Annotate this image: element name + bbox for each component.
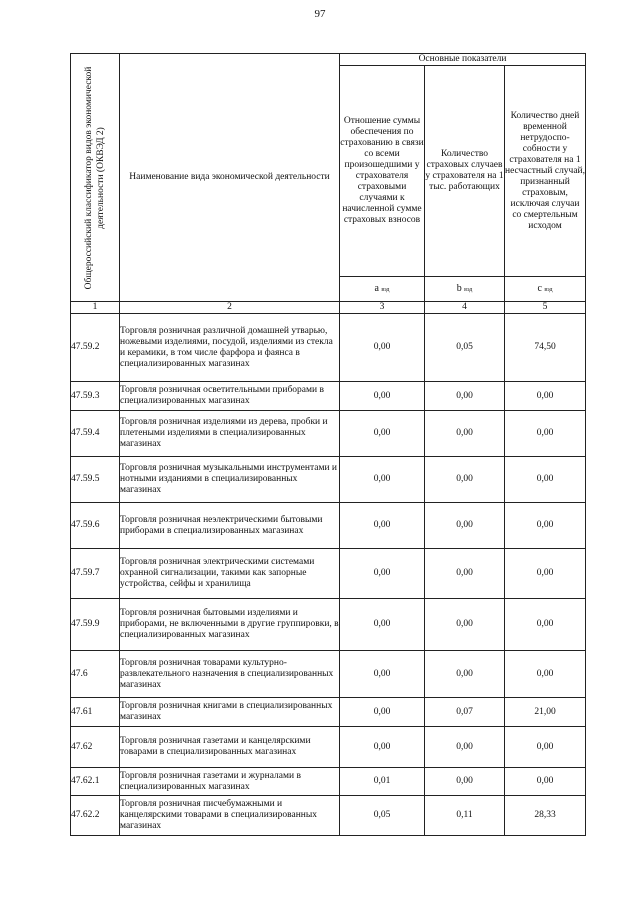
value-c: 0,00 (505, 457, 586, 503)
col-number-3: 3 (340, 302, 425, 314)
okved-code: 47.59.3 (71, 382, 120, 411)
activity-name: Торговля розничная неэлектрическими бытовыми приборами в специализированных магазинах (120, 503, 340, 549)
col-a-symbol: a вэд (340, 277, 425, 302)
table-row (71, 503, 586, 549)
main-indicators-header: Основные показатели (340, 54, 586, 66)
okved-code: 47.59.5 (71, 457, 120, 503)
value-c: 0,00 (505, 503, 586, 549)
activity-name: Торговля розничная различной домашней утварью, ножевыми изделиями, посудой, изделиями из стекла и керамики, в том числе фарфора и фаянса в специализированных магазинах (120, 314, 340, 382)
activity-name: Торговля розничная электрическими системами охранной сигнализации, такими как запорные устройства, сейфы и хранилища (120, 549, 340, 599)
activity-name: Торговля розничная изделиями из дерева, пробки и плетеными изделиями в специализированных магазинах (120, 411, 340, 457)
value-b: 0,05 (425, 314, 505, 382)
activity-name: Торговля розничная осветительными приборами в специализированных магазинах (120, 382, 340, 411)
value-b: 0,00 (425, 727, 505, 768)
value-b: 0,00 (425, 503, 505, 549)
value-b: 0,07 (425, 698, 505, 727)
activity-name: Торговля розничная газетами и журналами в специализированных магазинах (120, 768, 340, 796)
col-c-header: Количество дней временной нетрудоспо- собности у страхователя на 1 несчастный случай, признанный страховым, исключая случаи со смертельным исходом (505, 66, 586, 277)
indicators-table (70, 53, 586, 836)
okved-code: 47.59.9 (71, 599, 120, 651)
value-b: 0,00 (425, 457, 505, 503)
value-c: 0,00 (505, 651, 586, 698)
okved-code: 47.59.7 (71, 549, 120, 599)
activity-name: Торговля розничная писчебумажными и канцелярскими товарами в специализированных магазинах (120, 796, 340, 836)
col-b-header: Количество страховых случаев у страхователя на 1 тыс. работающих (425, 66, 505, 277)
table-row (71, 698, 586, 727)
table-row (71, 549, 586, 599)
value-a: 0,00 (340, 651, 425, 698)
value-b: 0,00 (425, 549, 505, 599)
value-c: 21,00 (505, 698, 586, 727)
value-c: 0,00 (505, 768, 586, 796)
table-row (71, 796, 586, 836)
value-b: 0,00 (425, 651, 505, 698)
value-a: 0,00 (340, 698, 425, 727)
col-b-symbol: b вэд (425, 277, 505, 302)
value-c: 0,00 (505, 727, 586, 768)
activity-name: Торговля розничная книгами в специализированных магазинах (120, 698, 340, 727)
value-a: 0,00 (340, 599, 425, 651)
table-row (71, 382, 586, 411)
value-a: 0,00 (340, 411, 425, 457)
okved-code: 47.59.2 (71, 314, 120, 382)
okved-code: 47.59.4 (71, 411, 120, 457)
table-row (71, 651, 586, 698)
table-row (71, 727, 586, 768)
okved-code: 47.59.6 (71, 503, 120, 549)
col-number-5: 5 (505, 302, 586, 314)
table-row (71, 768, 586, 796)
activity-name: Торговля розничная газетами и канцелярскими товарами в специализированных магазинах (120, 727, 340, 768)
page-number: 97 (314, 8, 326, 20)
okved-code: 47.6 (71, 651, 120, 698)
value-b: 0,11 (425, 796, 505, 836)
value-a: 0,00 (340, 549, 425, 599)
value-a: 0,05 (340, 796, 425, 836)
value-a: 0,00 (340, 503, 425, 549)
activity-name-header: Наименование вида экономической деятельности (120, 54, 340, 302)
okved-code: 47.62.2 (71, 796, 120, 836)
value-c: 0,00 (505, 411, 586, 457)
col-a-header: Отношение суммы обеспечения по страхованию в связи со всеми произошедшими у страхователя страховыми случаями к начисленной сумме страховых взносов (340, 66, 425, 277)
okved-code: 47.62 (71, 727, 120, 768)
table-row (71, 314, 586, 382)
value-b: 0,00 (425, 768, 505, 796)
col-c-symbol: c вэд (505, 277, 586, 302)
okved-code: 47.62.1 (71, 768, 120, 796)
table-row (71, 457, 586, 503)
table-row (71, 411, 586, 457)
value-a: 0,00 (340, 727, 425, 768)
okved-header-text: Общероссийский классификатор видов экономической деятельности (ОКВЭД 2) (84, 66, 106, 289)
value-a: 0,00 (340, 382, 425, 411)
value-b: 0,00 (425, 411, 505, 457)
value-a: 0,00 (340, 314, 425, 382)
activity-name: Торговля розничная товарами культурно-развлекательного назначения в специализированных магазинах (120, 651, 340, 698)
col-number-1: 1 (71, 302, 120, 314)
okved-code: 47.61 (71, 698, 120, 727)
value-c: 74,50 (505, 314, 586, 382)
activity-name: Торговля розничная музыкальными инструментами и нотными изданиями в специализированных магазинах (120, 457, 340, 503)
value-c: 0,00 (505, 549, 586, 599)
okved-header (71, 54, 120, 302)
value-a: 0,00 (340, 457, 425, 503)
value-c: 0,00 (505, 599, 586, 651)
col-number-2: 2 (120, 302, 340, 314)
table-row (71, 599, 586, 651)
value-b: 0,00 (425, 382, 505, 411)
activity-name: Торговля розничная бытовыми изделиями и приборами, не включенными в другие группировки, в специализированных магазинах (120, 599, 340, 651)
value-b: 0,00 (425, 599, 505, 651)
col-number-4: 4 (425, 302, 505, 314)
value-a: 0,01 (340, 768, 425, 796)
value-c: 28,33 (505, 796, 586, 836)
value-c: 0,00 (505, 382, 586, 411)
